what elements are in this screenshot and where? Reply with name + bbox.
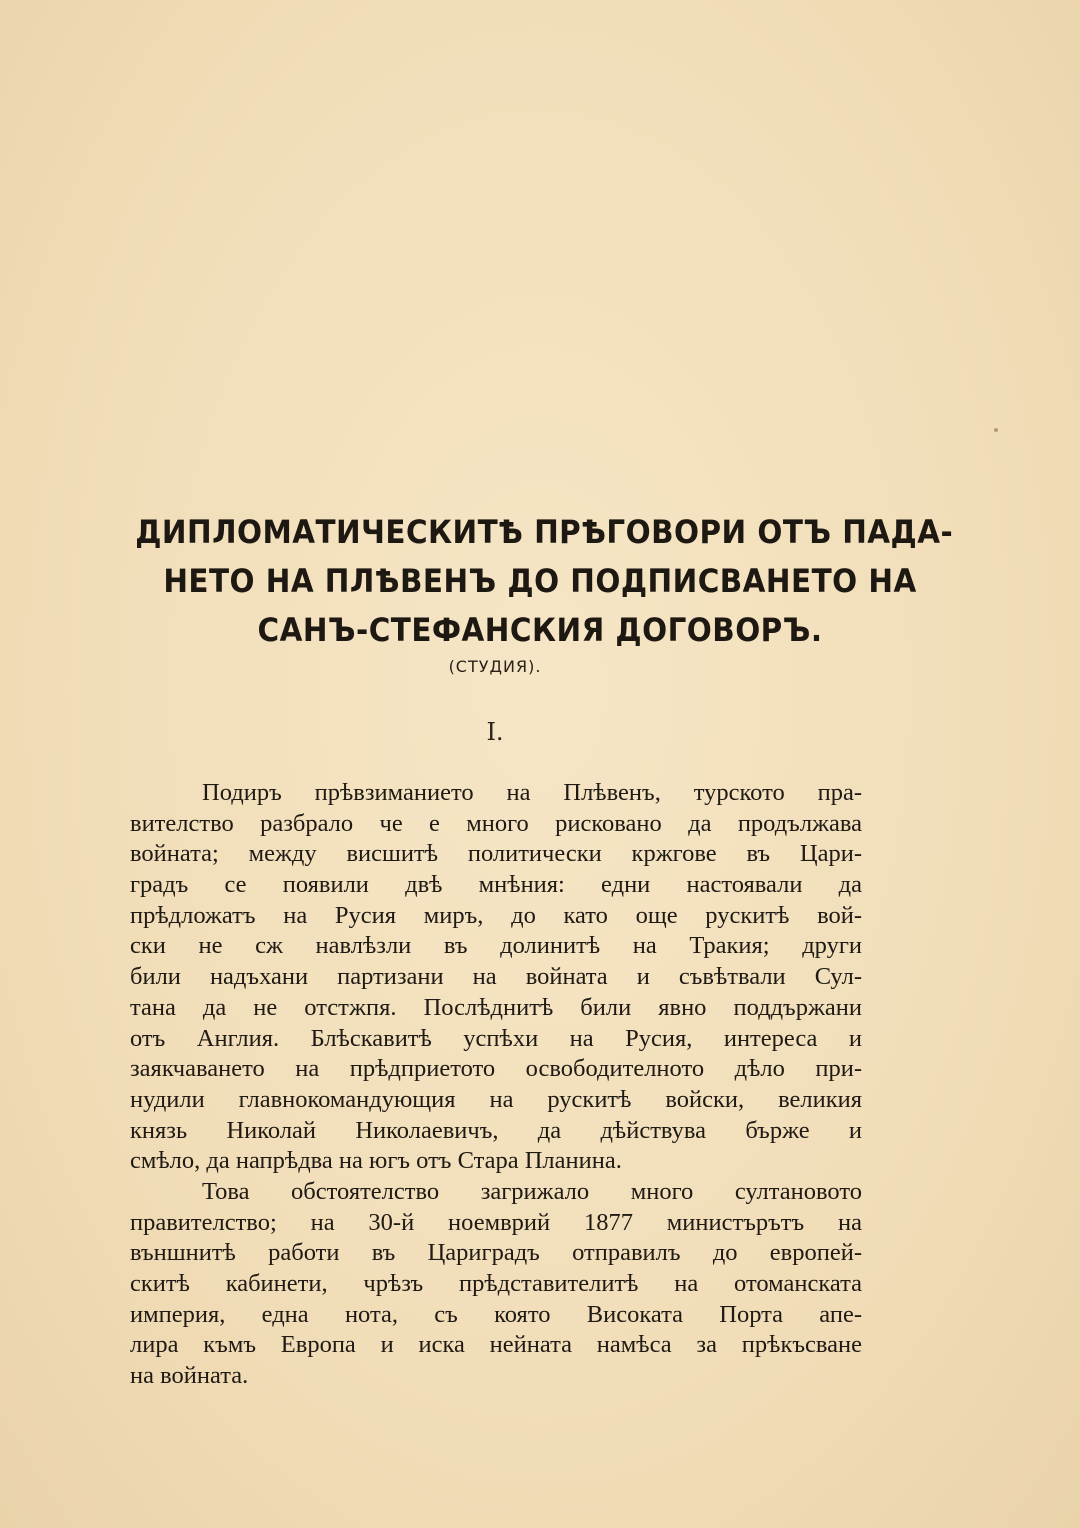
text-line: градъ се появили двѣ мнѣния: едни настоявали да xyxy=(130,871,862,899)
text-line: скитѣ кабинети, чрѣзъ прѣдставителитѣ на отоманската xyxy=(130,1270,862,1297)
text-line: смѣло, да напрѣдва на югъ отъ Стара Планина. xyxy=(130,1147,622,1175)
text-line: вителство разбрало че е много рисковано да продължава xyxy=(130,809,862,837)
title-line: ДИПЛОМАТИЧЕСКИТѢ ПРѢГОВОРИ ОТЪ ПАДА- xyxy=(135,513,954,551)
title-line: НЕТО НА ПЛѢВЕНЪ ДО ПОДПИСВАНЕТО НА xyxy=(163,562,917,600)
body-text xyxy=(130,778,862,1392)
chapter-title xyxy=(135,508,954,655)
text-line: на войната. xyxy=(130,1362,249,1390)
text-line: прѣдложатъ на Русия миръ, до като още рускитѣ вой- xyxy=(130,901,862,929)
subtitle: (СТУДИЯ). xyxy=(448,657,542,676)
text-line: тана да не отстжпя. Послѣднитѣ били явно поддържани xyxy=(130,993,862,1021)
text-line: правителство; на 30-й ноемврий 1877 министърътъ на xyxy=(130,1208,862,1236)
text-line: войната; между висшитѣ политически кржгове въ Цари- xyxy=(130,840,862,868)
title-line: САНЪ-СТЕФАНСКИЯ ДОГОВОРЪ. xyxy=(257,611,823,649)
paper-speck xyxy=(994,428,998,432)
text-line: Това обстоятелство загрижало много султановото xyxy=(202,1177,862,1205)
text-line: лира къмъ Европа и иска нейната намѣса за прѣкъсване xyxy=(130,1331,862,1359)
text-line: отъ Англия. Блѣскавитѣ успѣхи на Русия, интереса и xyxy=(130,1024,862,1052)
text-line: заякчаването на прѣдприетото освободителното дѣло при- xyxy=(130,1055,862,1083)
text-line: империя, една нота, съ която Високата Порта апе- xyxy=(130,1300,862,1328)
text-line: външнитѣ работи въ Цариградъ отправилъ до европей- xyxy=(130,1239,862,1267)
text-line: били надъхани партизани на войната и съвѣтвали Сул- xyxy=(130,963,862,991)
paragraph xyxy=(130,1177,862,1392)
text-line: князь Николай Николаевичъ, да дѣйствува бърже и xyxy=(130,1116,862,1144)
section-number: I. xyxy=(486,718,504,746)
text-line: ски не сж навлѣзли въ долинитѣ на Тракия; други xyxy=(130,932,862,960)
text-line: Подиръ прѣвзиманието на Плѣвенъ, турското пра- xyxy=(202,779,862,806)
paragraph xyxy=(130,778,862,1177)
text-line: нудили главнокомандующия на рускитѣ войски, великия xyxy=(130,1085,862,1113)
